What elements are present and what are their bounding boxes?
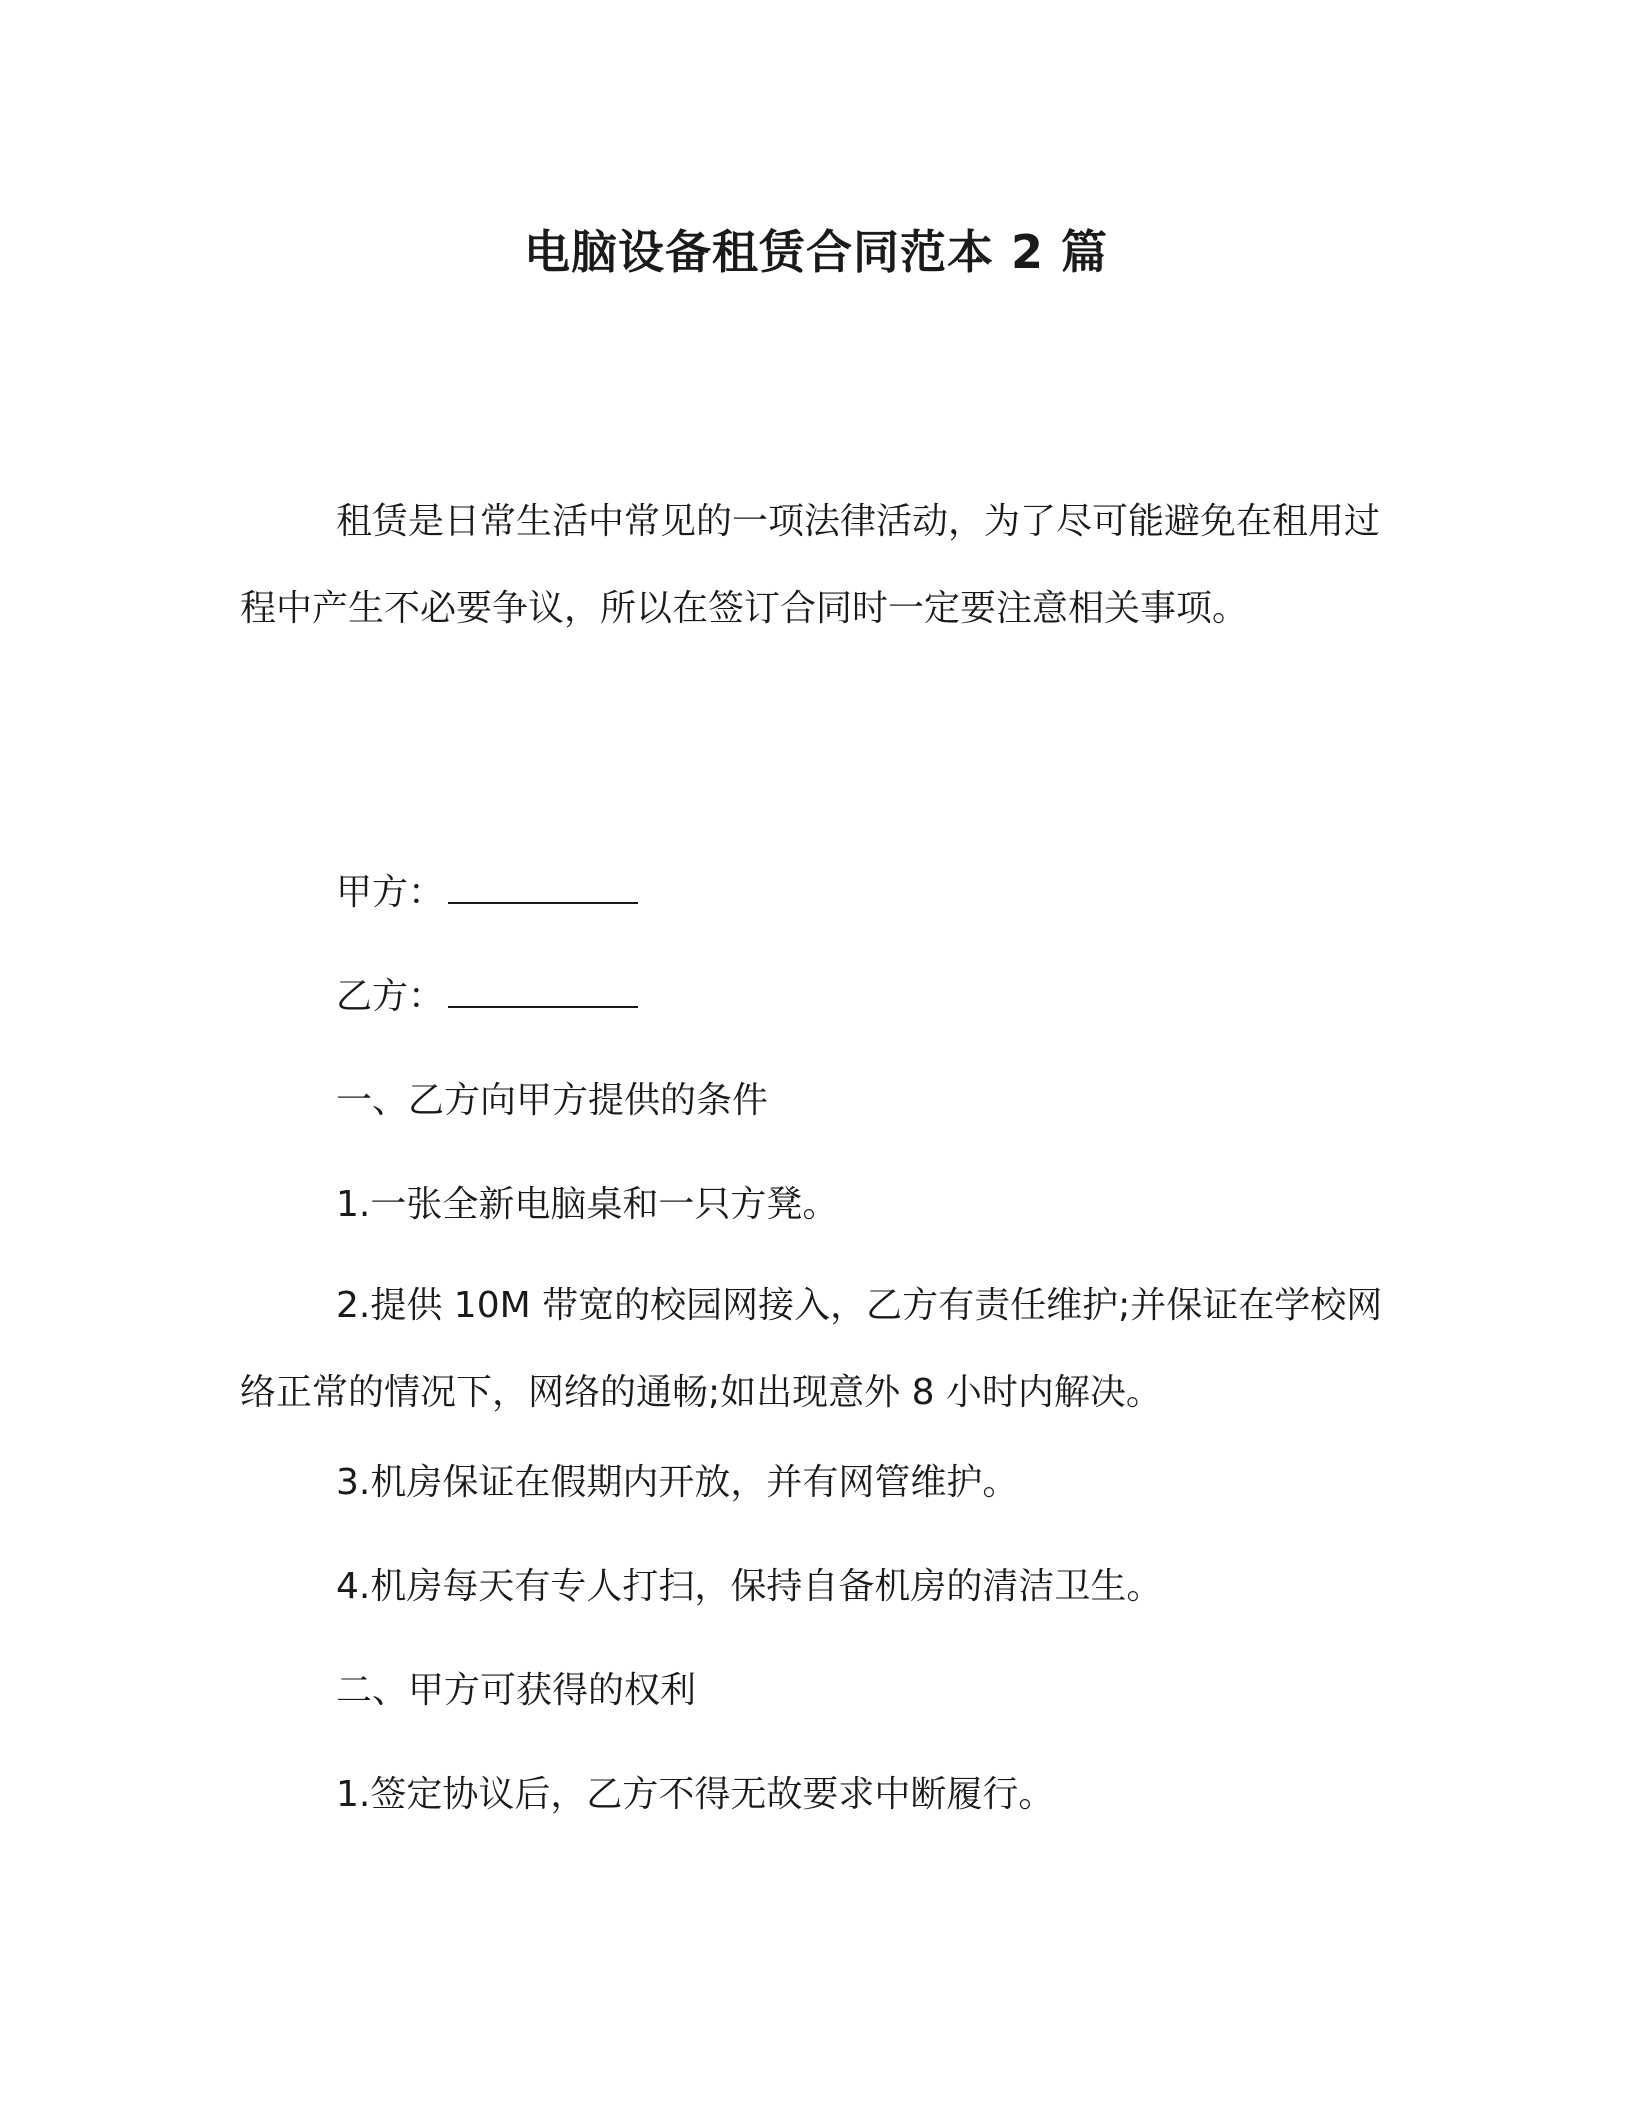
section-2-heading: 二、甲方可获得的权利 xyxy=(336,1670,697,1711)
document-title: 电脑设备租赁合同范本 2 篇 xyxy=(523,225,1109,279)
section-1-item-1: 1.一张全新电脑桌和一只方凳。 xyxy=(336,1184,839,1225)
party-a-label: 甲方： xyxy=(336,872,445,913)
intro-paragraph: 租赁是日常生活中常见的一项法律活动，为了尽可能避免在租用过程中产生不必要争议，所以在签订合同时一定要注意相关事项。 xyxy=(240,501,1381,629)
section-1-item-4: 4.机房每天有专人打扫，保持自备机房的清洁卫生。 xyxy=(336,1566,1163,1607)
section-1-item-2: 2.提供 10M 带宽的校园网接入，乙方有责任维护;并保证在学校网络正常的情况下，网络的通畅;如出现意外 8 小时内解决。 xyxy=(240,1285,1383,1413)
section-1-heading: 一、乙方向甲方提供的条件 xyxy=(336,1080,769,1121)
party-a-line xyxy=(336,868,638,918)
section-2-item-1: 1.签定协议后，乙方不得无故要求中断履行。 xyxy=(336,1774,1055,1815)
party-b-line xyxy=(336,972,638,1022)
section-1-item-3: 3.机房保证在假期内开放，并有网管维护。 xyxy=(336,1462,1019,1503)
party-b-blank xyxy=(448,972,638,1008)
party-b-label: 乙方： xyxy=(336,976,445,1017)
party-a-blank xyxy=(448,868,638,904)
